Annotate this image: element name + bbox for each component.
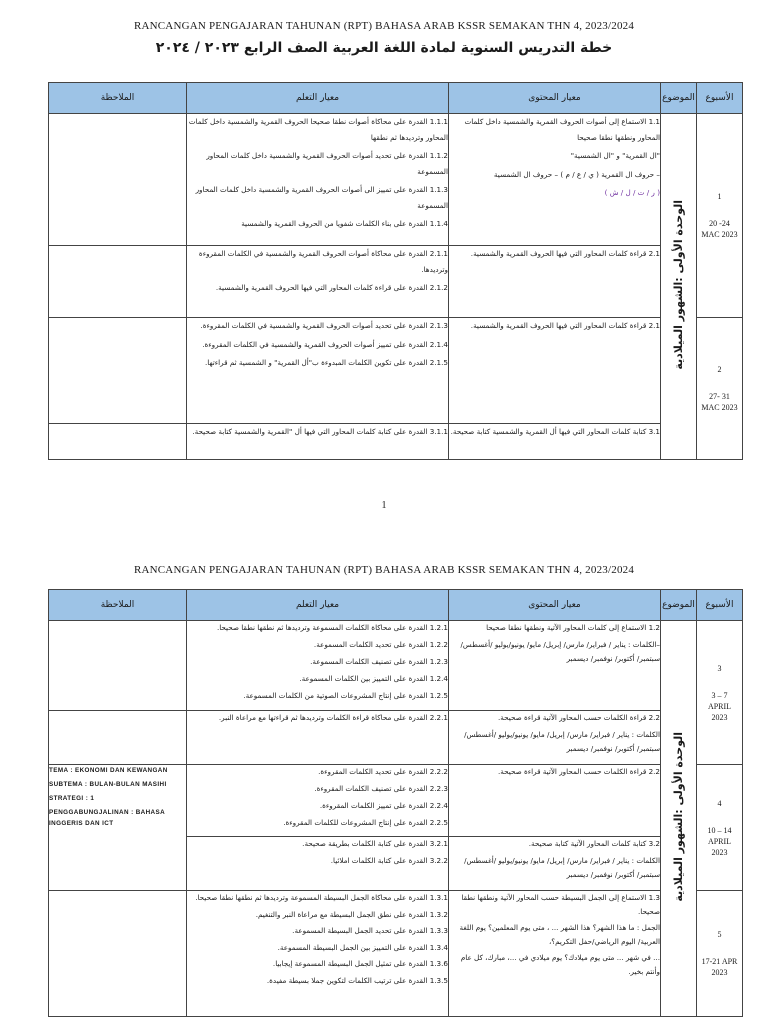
table-row <box>49 246 743 318</box>
content-cell <box>449 424 661 460</box>
col-week: الأسبوع <box>697 590 743 621</box>
week-date: 3 – 7 APRIL 2023 <box>707 690 732 722</box>
page-header: RANCANGAN PENGAJARAN TAHUNAN (RPT) BAHASA ARAB KSSR SEMAKAN THN 4, 2023/2024 <box>133 564 635 576</box>
learning-item: 1.2.2 القدرة على تحديد الكلمات المسموعة. <box>313 640 448 649</box>
table-row <box>49 424 743 460</box>
learning-item: 1.2.3 القدرة على تصنيف الكلمات المسموعة. <box>310 657 448 666</box>
learning-cell <box>187 424 449 460</box>
learning-item: 1.3.1 القدرة على محاكاة الجمل البسيطة المسموعة وترديدها ثم نطقها نطقا صحيحا. <box>195 893 448 902</box>
content-cell <box>449 765 661 837</box>
content-cell <box>449 891 661 1017</box>
week-date: 17-21 APR 2023 <box>701 957 738 977</box>
learning-item: 3.2.1 القدرة على كتابة الكلمات بطريقة صحيحة. <box>302 839 448 848</box>
table-row <box>49 891 743 1017</box>
content-item: ... في شهر ... متى يوم ميلادك؟ يوم ميلادي في ...، مبارك، كل عام وأنتم بخير. <box>460 953 660 976</box>
col-content: معيار المحتوى <box>449 590 661 621</box>
table-row <box>49 114 743 246</box>
notes-cell <box>49 891 187 1017</box>
col-week: الأسبوع <box>697 83 743 114</box>
learning-item: 2.1.4 القدرة على تمييز أصوات الحروف القمرية والشمسية في الكلمات المقروءة. <box>202 339 448 349</box>
learning-cell <box>187 246 449 318</box>
col-topic: الموضوع <box>661 590 697 621</box>
content-item: –الكلمات : يناير / فبراير/ مارس/ إبريل/ مايو/ يونيو/يوليو /أغسطس/ سبتمبر/ أكتوبر/ نوفمبر/ ديسمبر <box>460 640 660 663</box>
content-item: 1.2 الاستماع إلى كلمات المحاور الآتية ونطقها نطقا صحيحا <box>486 623 660 632</box>
content-item: ( ر / ت / ل / ش ) <box>604 188 660 197</box>
content-item: 1.3 الاستماع إلى الجمل البسيطة حسب المحاور الآتية ونطقها نطقا صحيحا. <box>461 893 660 916</box>
col-notes: الملاحظة <box>49 590 187 621</box>
content-item: – حروف ال القمرية ( ي / ع / م ) – حروف ال الشمسية <box>493 169 660 179</box>
notes-cell <box>49 424 187 460</box>
col-topic: الموضوع <box>661 83 697 114</box>
notes-cell <box>49 765 187 891</box>
learning-cell <box>187 711 449 765</box>
learning-item: 1.3.3 القدرة على تحديد الجمل البسيطة المسموعة. <box>292 926 448 935</box>
content-item: 2.2 قراءة الكلمات حسب المحاور الآتية قراءة صحيحة. <box>498 767 660 776</box>
content-item: "ال القمرية" و "ال الشمسية" <box>570 151 660 160</box>
notes-cell <box>49 621 187 711</box>
learning-item: 1.1.3 القدرة على تمييز الى أصوات الحروف القمرية والشمسية داخل كلمات المحاور المسموعة <box>195 185 448 210</box>
learning-item: 1.1.1 القدرة على محاكاة أصوات نطقا صحيحا الحروف القمرية والشمسية داخل كلمات المحاور وترديدها ثم نطقها <box>188 117 448 142</box>
table-header-row <box>49 83 743 114</box>
learning-item: 2.1.2 القدرة على قراءة كلمات المحاور التي فيها الحروف القمرية والشمسية. <box>215 283 448 292</box>
table-row <box>49 621 743 711</box>
learning-item: 1.3.6 القدرة على تمثيل الجمل البسيطة المسموعة إيجابيا. <box>272 959 448 968</box>
week-number: 3 <box>717 663 722 673</box>
week-cell <box>697 621 743 765</box>
week-cell <box>697 891 743 1017</box>
week-date: 10 – 14 APRIL 2023 <box>707 825 732 857</box>
learning-item: 1.3.4 القدرة على التمييز بين الجمل البسيطة المسموعة. <box>277 942 448 952</box>
notes-cell <box>49 246 187 318</box>
topic-label: الوحدة الأولى :الشهور الميلادية <box>672 731 685 902</box>
learning-cell <box>187 114 449 246</box>
content-item: الكلمات : يناير / فبراير/ مارس/ إبريل/ مايو/ يونيو/يوليو /أغسطس/ سبتمبر/ أكتوبر/ نوفمبر/ ديسمبر <box>464 856 660 879</box>
learning-item: 1.3.2 القدرة على نطق الجمل البسيطة مع مراعاة النبر والتنغيم. <box>255 909 448 919</box>
learning-cell <box>187 318 449 424</box>
learning-item: 2.1.3 القدرة على تحديد أصوات الحروف القمرية والشمسية في الكلمات المقروءة. <box>200 321 448 330</box>
notes-cell <box>49 114 187 246</box>
week-number: 4 <box>717 798 722 808</box>
notes-cell <box>49 711 187 765</box>
content-cell <box>449 621 661 711</box>
table-row <box>49 711 743 765</box>
content-item: 2.1 قراءة كلمات المحاور التي فيها الحروف القمرية والشمسية. <box>470 321 660 330</box>
content-item: 3.2 كتابة كلمات المحاور الآتية كتابة صحيحة. <box>528 839 660 848</box>
note-strategi: STRATEGI : 1 <box>49 795 95 802</box>
content-item: 1.1 الاستماع إلى أصوات الحروف القمرية والشمسية داخل كلمات المحاور ونطقها نطقا صحيحا <box>464 117 660 142</box>
rpt-table-page2 <box>48 589 743 1017</box>
content-item: 3.1 كتابة كلمات المحاور التي فيها أل القمرية والشمسية كتابة صحيحة. <box>450 427 660 436</box>
arabic-title: خطة التدريس السنوية لمادة اللغة العربية الصف الرابع ٢٠٢٣ / ٢٠٢٤ <box>155 40 613 56</box>
table-header-row <box>49 590 743 621</box>
learning-item: 1.2.5 القدرة على إنتاج المشروعات الصوتية من الكلمات المسموعة. <box>243 691 448 700</box>
week-date: 20 -24 MAC 2023 <box>701 219 738 239</box>
content-cell <box>449 711 661 765</box>
content-cell <box>449 318 661 424</box>
note-tema: TEMA : EKONOMI DAN KEWANGAN <box>49 767 168 774</box>
content-item: الكلمات : يناير / فبراير/ مارس/ إبريل/ مايو/ يونيو/يوليو /أغسطس/ سبتمبر/ أكتوبر/ نوفمبر/ ديسمبر <box>464 730 660 753</box>
note-penggabungjalinan: PENGGABUNGJALINAN : BAHASA INGGERIS DAN ICT <box>49 809 165 827</box>
col-learning: معيار التعلم <box>187 590 449 621</box>
week-number: 1 <box>717 192 722 201</box>
week-cell <box>697 114 743 318</box>
topic-cell <box>661 114 697 460</box>
learning-item: 1.3.5 القدرة على ترتيب الكلمات لتكوين جملا بسيطة مفيدة. <box>266 975 448 985</box>
week-date: 27- 31 MAC 2023 <box>701 392 738 412</box>
topic-label: الوحدة الأولى :الشهور الميلادية <box>672 199 685 370</box>
learning-item: 2.2.4 القدرة على تمييز الكلمات المقروءة. <box>319 801 448 810</box>
learning-item: 2.2.1 القدرة على محاكاة قراءة الكلمات وترديدها ثم قراءتها مع مراعاة النبر. <box>218 713 448 722</box>
learning-item: 1.1.2 القدرة على تحديد أصوات الحروف القمرية والشمسية داخل كلمات المحاور المسموعة <box>206 151 448 176</box>
learning-item: 2.2.3 القدرة على تصنيف الكلمات المقروءة. <box>314 784 448 793</box>
learning-cell <box>187 891 449 1017</box>
note-subtema: SUBTEMA : BULAN-BULAN MASIHI <box>49 781 167 788</box>
week-number: 5 <box>717 930 722 939</box>
learning-item: 3.1.1 القدرة على كتابة كلمات المحاور التي فيها أل "القمرية والشمسية كتابة صحيحة. <box>192 427 448 436</box>
learning-item: 2.1.1 القدرة على محاكاة أصوات الحروف القمرية والشمسية في الكلمات المقروءة وترديدها. <box>198 249 448 274</box>
week-cell <box>697 765 743 891</box>
learning-item: 2.2.2 القدرة على تحديد الكلمات المقروءة. <box>318 767 448 776</box>
week-cell <box>697 318 743 460</box>
learning-item: 3.2.2 القدرة على كتابة الكلمات املائيا. <box>330 856 448 865</box>
content-item: 2.2 قراءة الكلمات حسب المحاور الآتية قراءة صحيحة. <box>498 713 660 722</box>
learning-cell <box>187 621 449 711</box>
learning-item: 2.2.5 القدرة على إنتاج المشروعات للكلمات المقروءة. <box>283 818 448 827</box>
content-cell <box>449 246 661 318</box>
col-notes: الملاحظة <box>49 83 187 114</box>
learning-item: 1.2.4 القدرة على التمييز بين الكلمات المسموعة. <box>299 674 448 683</box>
page-header: RANCANGAN PENGAJARAN TAHUNAN (RPT) BAHASA ARAB KSSR SEMAKAN THN 4, 2023/2024 <box>133 20 635 32</box>
table-row <box>49 318 743 424</box>
col-learning: معيار التعلم <box>187 83 449 114</box>
learning-cell <box>187 765 449 837</box>
notes-cell <box>49 318 187 424</box>
col-content: معيار المحتوى <box>449 83 661 114</box>
week-number: 2 <box>717 365 722 374</box>
page-number: 1 <box>381 500 387 511</box>
learning-cell <box>187 837 449 891</box>
content-cell <box>449 837 661 891</box>
table-row <box>49 765 743 837</box>
learning-item: 1.2.1 القدرة على محاكاة الكلمات المسموعة وترديدها ثم نطقها نطقا صحيحا. <box>216 623 448 632</box>
content-item: الجمل : ما هذا الشهر؟ هذا الشهر ... ، متى يوم المعلمين؟ يوم اللغة العربية/ اليوم الرياضي/حفل التكريم؟، <box>459 923 660 946</box>
topic-cell <box>661 621 697 1017</box>
content-cell <box>449 114 661 246</box>
learning-item: 1.1.4 القدرة على بناء الكلمات شفويا من الحروف القمرية والشمسية <box>241 219 448 228</box>
content-item: 2.1 قراءة كلمات المحاور التي فيها الحروف القمرية والشمسية. <box>470 249 660 258</box>
learning-item: 2.1.5 القدرة على تكوين الكلمات المبدوءة ب"أل القمرية" و الشمسية ثم قراءتها. <box>204 358 448 367</box>
rpt-table-page1 <box>48 82 743 460</box>
